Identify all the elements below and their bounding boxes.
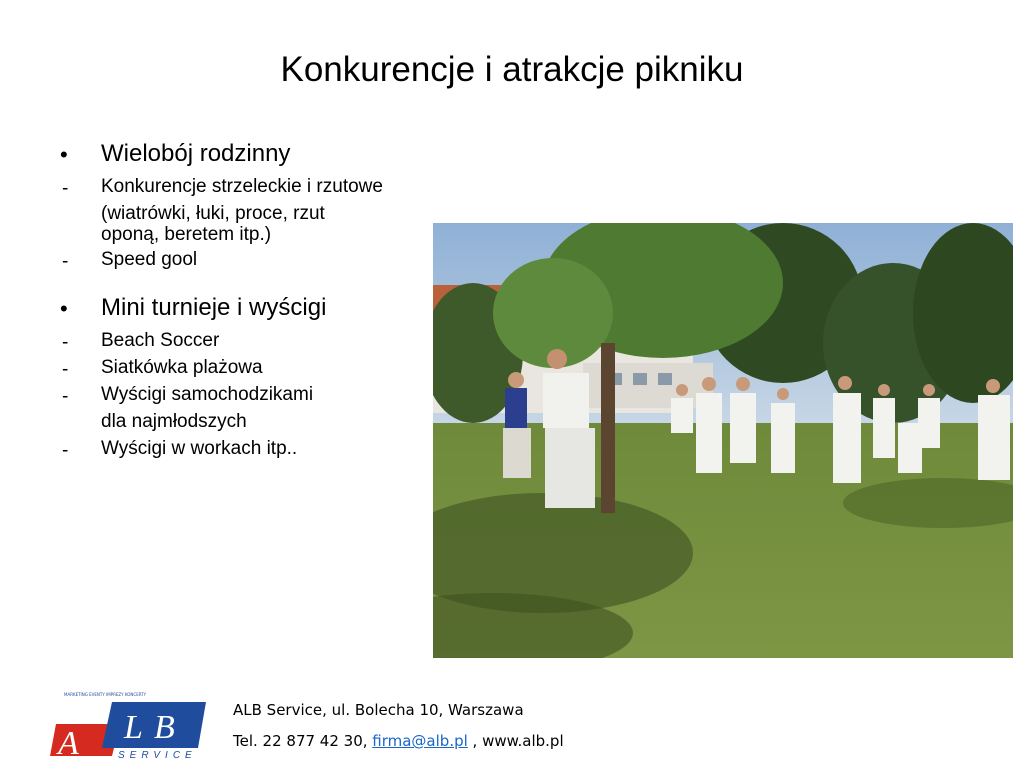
list-item-text: Speed gool (101, 249, 198, 270)
logo-letter-b: B (154, 709, 175, 746)
list-item-text: (wiatrówki, łuki, proce, rzut (101, 203, 325, 224)
section-heading (58, 140, 458, 176)
list-item-continuation (58, 224, 458, 249)
footer-address: ALB Service, ul. Bolecha 10, Warszawa (233, 701, 524, 719)
slide-title: Konkurencje i atrakcje pikniku (280, 50, 744, 89)
section-heading (58, 294, 458, 330)
list-item-text: oponą, beretem itp.) (101, 224, 272, 245)
tree-trunk (601, 343, 615, 513)
dash-marker: - (62, 359, 69, 380)
list-item (58, 249, 458, 276)
list-item-text: Beach Soccer (101, 330, 220, 351)
list-item-text: dla najmłodszych (101, 411, 247, 432)
email-link[interactable]: firma@alb.pl (372, 732, 468, 750)
list-item-text: Konkurencje strzeleckie i rzutowe (101, 176, 383, 197)
dash-marker: - (62, 251, 69, 272)
footer-contact-line (233, 730, 564, 761)
footer-website: , www.alb.pl (467, 732, 564, 750)
list-item (58, 176, 458, 203)
list-item (58, 384, 458, 411)
list-item (58, 357, 458, 384)
list-item-text: Wyścigi samochodzikami (101, 384, 314, 405)
list-item-text: Siatkówka plażowa (101, 357, 263, 378)
dash-marker: - (62, 332, 69, 353)
list-item (58, 330, 458, 357)
dash-marker: - (62, 178, 69, 199)
list-item-continuation (58, 411, 458, 438)
picnic-photo (433, 223, 1013, 658)
sack-race-illustration (433, 223, 1013, 658)
section-heading-text: Mini turnieje i wyścigi (101, 294, 327, 321)
section-heading-text: Wielobój rodzinny (101, 140, 291, 167)
logo-small-text: MARKETING EVENTY IMPREZY KONCERTY (64, 692, 147, 697)
bullet-list (58, 140, 458, 465)
logo-tagline: SERVICE (118, 750, 197, 760)
list-item-text: Wyścigi w workach itp.. (101, 438, 298, 459)
dash-marker: - (62, 440, 69, 461)
bullet-marker: • (60, 142, 68, 167)
footer-contact (233, 699, 564, 761)
logo-letter-a: A (58, 725, 79, 760)
list-item (58, 438, 458, 465)
bullet-marker: • (60, 296, 68, 321)
alb-service-logo (50, 690, 210, 760)
dash-marker: - (62, 386, 69, 407)
logo-letter-l: L (124, 709, 143, 746)
footer-phone: Tel. 22 877 42 30, (233, 732, 373, 750)
